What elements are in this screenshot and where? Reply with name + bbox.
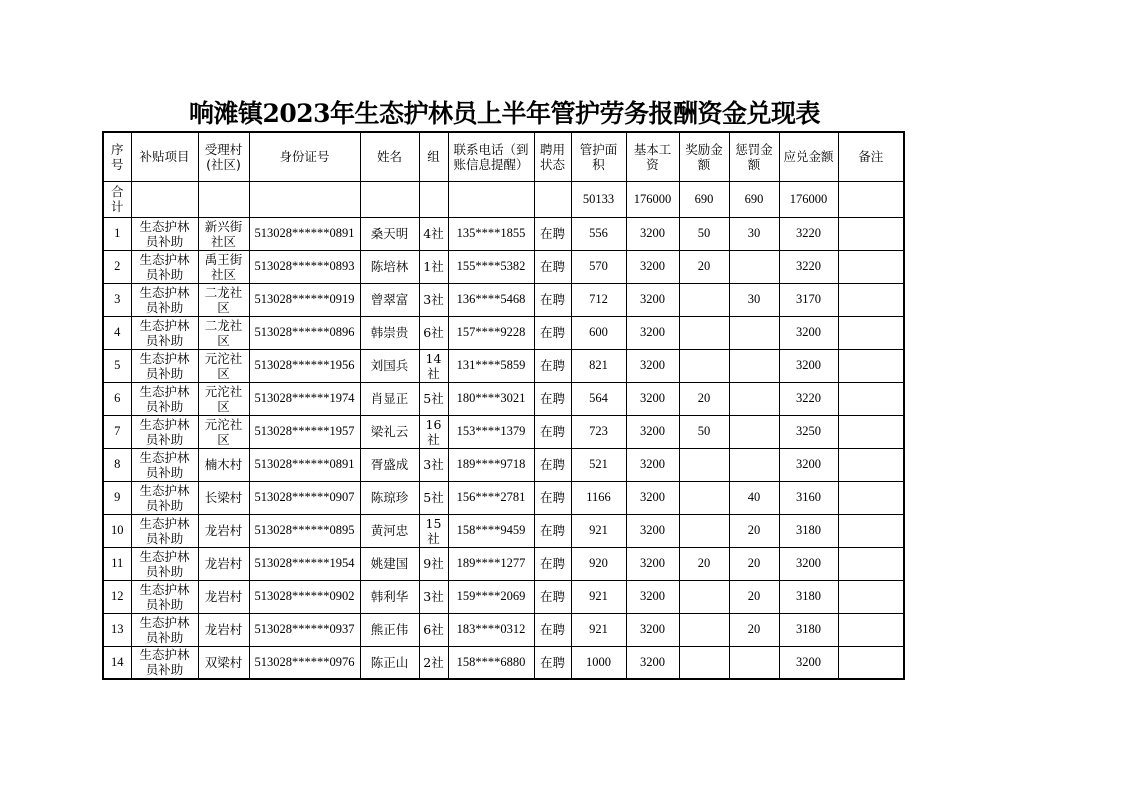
cell-payable: 3200 bbox=[779, 646, 838, 679]
header-note: 备注 bbox=[838, 132, 904, 181]
cell-seq: 4 bbox=[103, 316, 131, 349]
cell-id: 513028******0902 bbox=[249, 580, 360, 613]
cell-phone: 158****9459 bbox=[448, 514, 534, 547]
table-row bbox=[103, 382, 904, 415]
header-reward: 奖励金 额 bbox=[679, 132, 729, 181]
cell-seq: 8 bbox=[103, 448, 131, 481]
header-area: 管护面 积 bbox=[571, 132, 626, 181]
total-reward: 690 bbox=[679, 181, 729, 217]
header-village: 受理村 (社区) bbox=[198, 132, 249, 181]
cell-id: 513028******0891 bbox=[249, 448, 360, 481]
cell-name: 陈培林 bbox=[360, 250, 419, 283]
cell-project: 生态护林 员补助 bbox=[131, 547, 198, 580]
cell-status: 在聘 bbox=[534, 316, 571, 349]
cell-village: 楠木村 bbox=[198, 448, 249, 481]
total-wage: 176000 bbox=[626, 181, 679, 217]
cell-phone: 189****1277 bbox=[448, 547, 534, 580]
cell-reward: 20 bbox=[679, 547, 729, 580]
cell-reward bbox=[679, 283, 729, 316]
total-label: 合 计 bbox=[103, 181, 131, 217]
cell-name: 桑天明 bbox=[360, 217, 419, 250]
cell-project: 生态护林 员补助 bbox=[131, 415, 198, 448]
cell-reward bbox=[679, 514, 729, 547]
cell-village: 龙岩村 bbox=[198, 580, 249, 613]
header-project: 补贴项目 bbox=[131, 132, 198, 181]
cell-village: 长梁村 bbox=[198, 481, 249, 514]
cell-wage: 3200 bbox=[626, 646, 679, 679]
cell-project: 生态护林 员补助 bbox=[131, 382, 198, 415]
cell-payable: 3170 bbox=[779, 283, 838, 316]
cell-note bbox=[838, 415, 904, 448]
total-row bbox=[103, 181, 904, 217]
cell-seq: 13 bbox=[103, 613, 131, 646]
cell-group: 2社 bbox=[419, 646, 448, 679]
cell-group: 6社 bbox=[419, 613, 448, 646]
cell-id: 513028******1957 bbox=[249, 415, 360, 448]
cell-project: 生态护林 员补助 bbox=[131, 580, 198, 613]
cell-penalty bbox=[729, 646, 779, 679]
cell-village: 双梁村 bbox=[198, 646, 249, 679]
table-row bbox=[103, 283, 904, 316]
cell-project: 生态护林 员补助 bbox=[131, 613, 198, 646]
cell-group: 9社 bbox=[419, 547, 448, 580]
cell-id: 513028******0919 bbox=[249, 283, 360, 316]
cell-status: 在聘 bbox=[534, 283, 571, 316]
cell-project: 生态护林 员补助 bbox=[131, 349, 198, 382]
cell-name: 陈正山 bbox=[360, 646, 419, 679]
cell-name: 韩利华 bbox=[360, 580, 419, 613]
header-group: 组 bbox=[419, 132, 448, 181]
table-row bbox=[103, 514, 904, 547]
cell-payable: 3220 bbox=[779, 217, 838, 250]
cell-project: 生态护林 员补助 bbox=[131, 646, 198, 679]
cell-area: 556 bbox=[571, 217, 626, 250]
cell-payable: 3220 bbox=[779, 250, 838, 283]
header-name: 姓名 bbox=[360, 132, 419, 181]
table-row bbox=[103, 349, 904, 382]
cell-seq: 12 bbox=[103, 580, 131, 613]
total-penalty: 690 bbox=[729, 181, 779, 217]
cell-group: 6社 bbox=[419, 316, 448, 349]
cell-project: 生态护林 员补助 bbox=[131, 481, 198, 514]
cell-wage: 3200 bbox=[626, 217, 679, 250]
total-cell bbox=[448, 181, 534, 217]
cell-penalty: 40 bbox=[729, 481, 779, 514]
cell-id: 513028******0893 bbox=[249, 250, 360, 283]
cell-area: 600 bbox=[571, 316, 626, 349]
cell-wage: 3200 bbox=[626, 250, 679, 283]
cell-penalty bbox=[729, 415, 779, 448]
cell-reward: 20 bbox=[679, 250, 729, 283]
cell-id: 513028******1974 bbox=[249, 382, 360, 415]
cell-note bbox=[838, 283, 904, 316]
cell-seq: 3 bbox=[103, 283, 131, 316]
cell-note bbox=[838, 580, 904, 613]
cell-note bbox=[838, 382, 904, 415]
cell-phone: 158****6880 bbox=[448, 646, 534, 679]
cell-area: 821 bbox=[571, 349, 626, 382]
cell-seq: 7 bbox=[103, 415, 131, 448]
cell-note bbox=[838, 316, 904, 349]
cell-group: 5社 bbox=[419, 382, 448, 415]
cell-phone: 157****9228 bbox=[448, 316, 534, 349]
table-row bbox=[103, 448, 904, 481]
cell-status: 在聘 bbox=[534, 448, 571, 481]
cell-village: 禹王街 社区 bbox=[198, 250, 249, 283]
table-row bbox=[103, 316, 904, 349]
cell-penalty: 20 bbox=[729, 547, 779, 580]
cell-note bbox=[838, 613, 904, 646]
cell-phone: 136****5468 bbox=[448, 283, 534, 316]
cell-name: 曾翠富 bbox=[360, 283, 419, 316]
cell-group: 3社 bbox=[419, 580, 448, 613]
total-cell bbox=[360, 181, 419, 217]
table-row bbox=[103, 481, 904, 514]
total-area: 50133 bbox=[571, 181, 626, 217]
cell-status: 在聘 bbox=[534, 217, 571, 250]
cell-penalty bbox=[729, 448, 779, 481]
cell-village: 二龙社 区 bbox=[198, 316, 249, 349]
cell-name: 陈琼珍 bbox=[360, 481, 419, 514]
cell-group: 3社 bbox=[419, 448, 448, 481]
total-cell bbox=[198, 181, 249, 217]
cell-id: 513028******1956 bbox=[249, 349, 360, 382]
cell-wage: 3200 bbox=[626, 481, 679, 514]
cell-payable: 3200 bbox=[779, 448, 838, 481]
cell-reward bbox=[679, 316, 729, 349]
cell-phone: 155****5382 bbox=[448, 250, 534, 283]
header-phone: 联系电话（到 账信息提醒） bbox=[448, 132, 534, 181]
cell-reward: 50 bbox=[679, 415, 729, 448]
header-row bbox=[103, 132, 904, 181]
cell-payable: 3160 bbox=[779, 481, 838, 514]
cell-payable: 3250 bbox=[779, 415, 838, 448]
cell-note bbox=[838, 514, 904, 547]
cell-penalty bbox=[729, 316, 779, 349]
cell-area: 920 bbox=[571, 547, 626, 580]
table-row bbox=[103, 250, 904, 283]
cell-payable: 3180 bbox=[779, 613, 838, 646]
cell-status: 在聘 bbox=[534, 580, 571, 613]
table-row bbox=[103, 646, 904, 679]
cell-note bbox=[838, 448, 904, 481]
cell-seq: 5 bbox=[103, 349, 131, 382]
cell-reward bbox=[679, 448, 729, 481]
cell-penalty bbox=[729, 382, 779, 415]
cell-reward bbox=[679, 580, 729, 613]
table-row bbox=[103, 415, 904, 448]
cell-group: 1社 bbox=[419, 250, 448, 283]
cell-status: 在聘 bbox=[534, 415, 571, 448]
cell-penalty: 20 bbox=[729, 613, 779, 646]
cell-wage: 3200 bbox=[626, 580, 679, 613]
cell-status: 在聘 bbox=[534, 250, 571, 283]
cell-village: 元沱社 区 bbox=[198, 382, 249, 415]
table-row bbox=[103, 580, 904, 613]
table-row bbox=[103, 217, 904, 250]
cell-name: 姚建国 bbox=[360, 547, 419, 580]
header-payable: 应兑金额 bbox=[779, 132, 838, 181]
cell-reward: 50 bbox=[679, 217, 729, 250]
cell-note bbox=[838, 481, 904, 514]
cell-reward: 20 bbox=[679, 382, 729, 415]
cell-payable: 3180 bbox=[779, 580, 838, 613]
cell-name: 熊正伟 bbox=[360, 613, 419, 646]
cell-wage: 3200 bbox=[626, 283, 679, 316]
cell-wage: 3200 bbox=[626, 514, 679, 547]
cell-seq: 10 bbox=[103, 514, 131, 547]
cell-phone: 189****9718 bbox=[448, 448, 534, 481]
table-row bbox=[103, 613, 904, 646]
cell-phone: 159****2069 bbox=[448, 580, 534, 613]
cell-penalty: 20 bbox=[729, 514, 779, 547]
total-note bbox=[838, 181, 904, 217]
cell-project: 生态护林 员补助 bbox=[131, 448, 198, 481]
cell-village: 龙岩村 bbox=[198, 547, 249, 580]
cell-group: 3社 bbox=[419, 283, 448, 316]
cell-note bbox=[838, 349, 904, 382]
cell-wage: 3200 bbox=[626, 349, 679, 382]
cell-group: 15 社 bbox=[419, 514, 448, 547]
cell-area: 712 bbox=[571, 283, 626, 316]
cell-reward bbox=[679, 646, 729, 679]
cell-reward bbox=[679, 349, 729, 382]
cell-id: 513028******0891 bbox=[249, 217, 360, 250]
cell-village: 龙岩村 bbox=[198, 514, 249, 547]
cell-area: 564 bbox=[571, 382, 626, 415]
cell-area: 921 bbox=[571, 580, 626, 613]
cell-id: 513028******0895 bbox=[249, 514, 360, 547]
cell-phone: 180****3021 bbox=[448, 382, 534, 415]
cell-id: 513028******0907 bbox=[249, 481, 360, 514]
header-status: 聘用 状态 bbox=[534, 132, 571, 181]
cell-note bbox=[838, 250, 904, 283]
total-cell bbox=[131, 181, 198, 217]
cell-note bbox=[838, 217, 904, 250]
cell-penalty: 20 bbox=[729, 580, 779, 613]
cell-id: 513028******0937 bbox=[249, 613, 360, 646]
cell-wage: 3200 bbox=[626, 316, 679, 349]
cell-penalty bbox=[729, 349, 779, 382]
cell-area: 921 bbox=[571, 613, 626, 646]
cell-project: 生态护林 员补助 bbox=[131, 283, 198, 316]
cell-id: 513028******0896 bbox=[249, 316, 360, 349]
cell-status: 在聘 bbox=[534, 613, 571, 646]
cell-seq: 9 bbox=[103, 481, 131, 514]
cell-village: 元沱社 区 bbox=[198, 349, 249, 382]
cell-village: 元沱社 区 bbox=[198, 415, 249, 448]
cell-phone: 153****1379 bbox=[448, 415, 534, 448]
cell-wage: 3200 bbox=[626, 415, 679, 448]
cell-payable: 3220 bbox=[779, 382, 838, 415]
header-wage: 基本工 资 bbox=[626, 132, 679, 181]
cell-area: 921 bbox=[571, 514, 626, 547]
header-id: 身份证号 bbox=[249, 132, 360, 181]
cell-status: 在聘 bbox=[534, 382, 571, 415]
cell-group: 14 社 bbox=[419, 349, 448, 382]
table-row bbox=[103, 547, 904, 580]
total-cell bbox=[534, 181, 571, 217]
cell-name: 黄河忠 bbox=[360, 514, 419, 547]
cell-group: 5社 bbox=[419, 481, 448, 514]
cell-seq: 2 bbox=[103, 250, 131, 283]
cell-area: 1000 bbox=[571, 646, 626, 679]
cell-reward bbox=[679, 481, 729, 514]
cell-village: 二龙社 区 bbox=[198, 283, 249, 316]
cell-group: 4社 bbox=[419, 217, 448, 250]
cell-id: 513028******1954 bbox=[249, 547, 360, 580]
cell-phone: 135****1855 bbox=[448, 217, 534, 250]
cell-seq: 6 bbox=[103, 382, 131, 415]
cell-id: 513028******0976 bbox=[249, 646, 360, 679]
cell-village: 新兴街 社区 bbox=[198, 217, 249, 250]
cell-seq: 14 bbox=[103, 646, 131, 679]
cell-project: 生态护林 员补助 bbox=[131, 217, 198, 250]
cell-reward bbox=[679, 613, 729, 646]
cell-penalty bbox=[729, 250, 779, 283]
header-seq: 序 号 bbox=[103, 132, 131, 181]
cell-area: 570 bbox=[571, 250, 626, 283]
cell-name: 梁礼云 bbox=[360, 415, 419, 448]
cell-project: 生态护林 员补助 bbox=[131, 316, 198, 349]
cell-wage: 3200 bbox=[626, 613, 679, 646]
cell-area: 521 bbox=[571, 448, 626, 481]
cell-name: 肖显正 bbox=[360, 382, 419, 415]
cell-penalty: 30 bbox=[729, 283, 779, 316]
cell-name: 胥盛成 bbox=[360, 448, 419, 481]
cell-seq: 11 bbox=[103, 547, 131, 580]
cell-payable: 3200 bbox=[779, 547, 838, 580]
cell-payable: 3180 bbox=[779, 514, 838, 547]
cell-status: 在聘 bbox=[534, 646, 571, 679]
cell-status: 在聘 bbox=[534, 514, 571, 547]
cell-area: 1166 bbox=[571, 481, 626, 514]
cell-name: 韩崇贵 bbox=[360, 316, 419, 349]
cell-village: 龙岩村 bbox=[198, 613, 249, 646]
header-penalty: 惩罚金 额 bbox=[729, 132, 779, 181]
cell-payable: 3200 bbox=[779, 316, 838, 349]
cell-wage: 3200 bbox=[626, 448, 679, 481]
cell-wage: 3200 bbox=[626, 547, 679, 580]
total-cell bbox=[419, 181, 448, 217]
cell-payable: 3200 bbox=[779, 349, 838, 382]
cell-project: 生态护林 员补助 bbox=[131, 250, 198, 283]
total-payable: 176000 bbox=[779, 181, 838, 217]
document-title: 响滩镇2023年生态护林员上半年管护劳务报酬资金兑现表 bbox=[188, 99, 821, 128]
cell-status: 在聘 bbox=[534, 547, 571, 580]
cell-phone: 156****2781 bbox=[448, 481, 534, 514]
cell-name: 刘国兵 bbox=[360, 349, 419, 382]
cell-note bbox=[838, 646, 904, 679]
cell-project: 生态护林 员补助 bbox=[131, 514, 198, 547]
cell-group: 16 社 bbox=[419, 415, 448, 448]
cell-wage: 3200 bbox=[626, 382, 679, 415]
cell-phone: 131****5859 bbox=[448, 349, 534, 382]
cell-penalty: 30 bbox=[729, 217, 779, 250]
cell-seq: 1 bbox=[103, 217, 131, 250]
payment-table bbox=[102, 131, 905, 680]
cell-area: 723 bbox=[571, 415, 626, 448]
cell-status: 在聘 bbox=[534, 349, 571, 382]
cell-phone: 183****0312 bbox=[448, 613, 534, 646]
total-cell bbox=[249, 181, 360, 217]
cell-status: 在聘 bbox=[534, 481, 571, 514]
cell-note bbox=[838, 547, 904, 580]
